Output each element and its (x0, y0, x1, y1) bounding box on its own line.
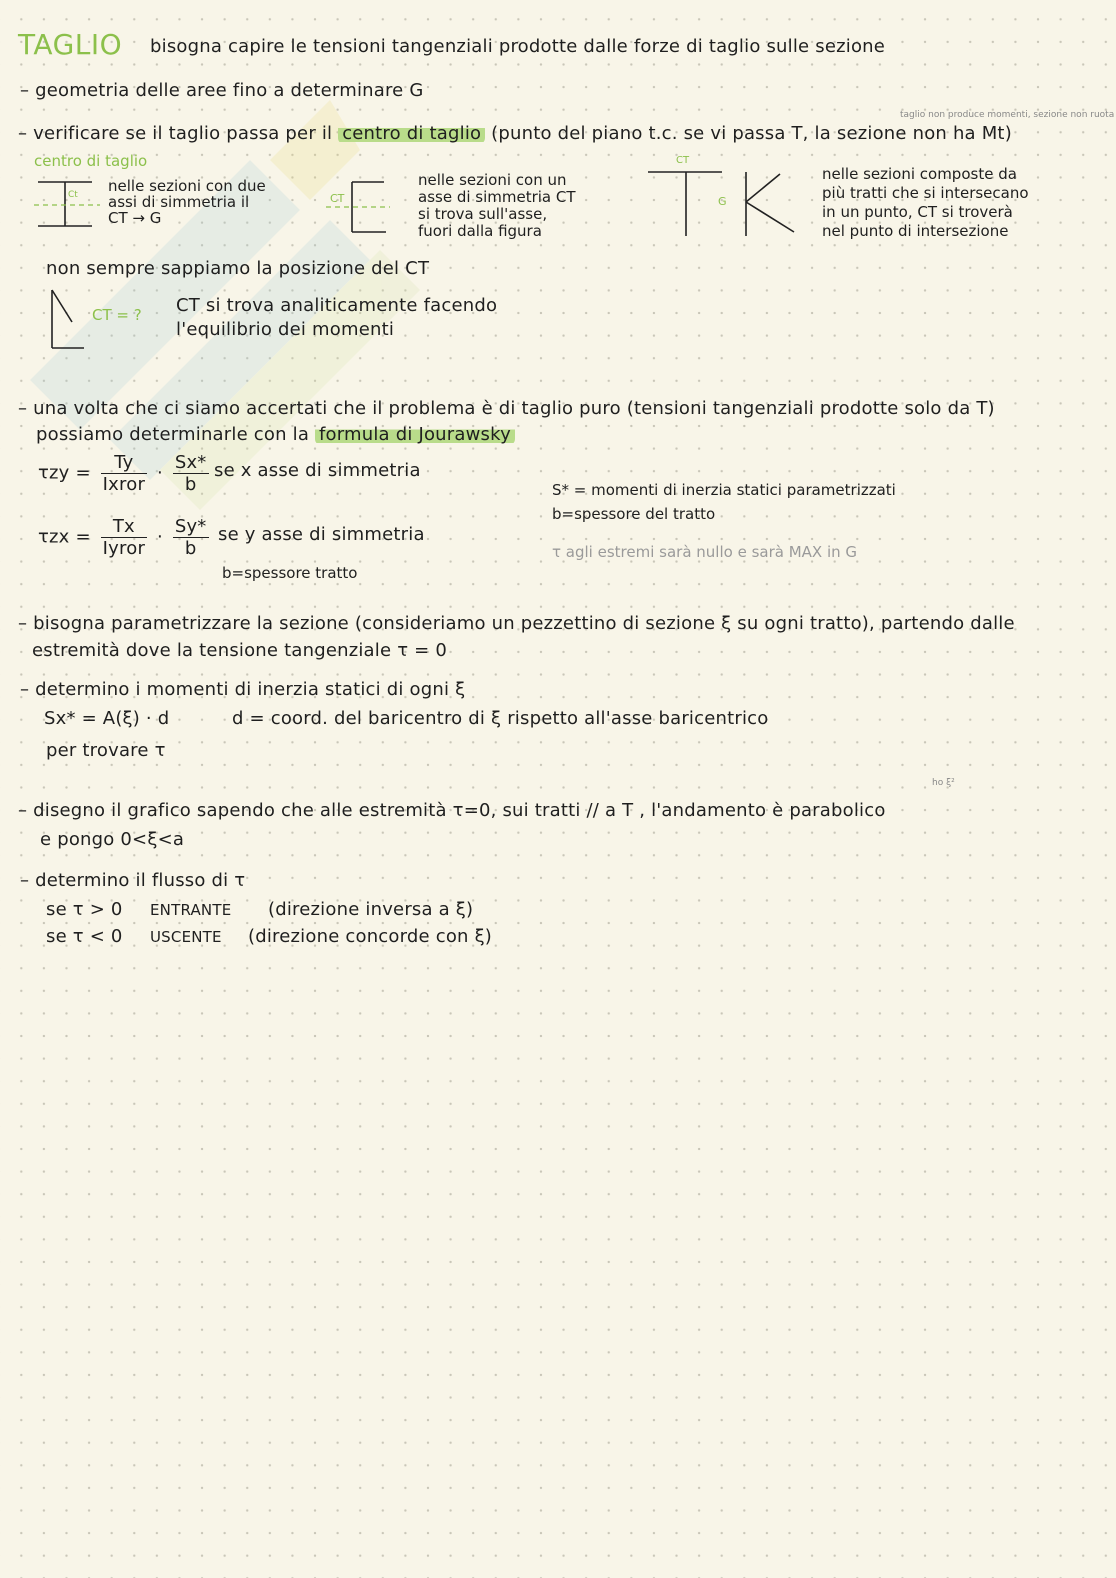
dot: · (156, 462, 163, 484)
case-composite-line: nel punto di intersezione (822, 222, 1009, 240)
numerator: Ty (101, 452, 147, 474)
find-tau-text: per trovare τ (46, 740, 166, 761)
i-beam-figure (34, 176, 104, 232)
flux-condition: se τ > 0 (46, 899, 123, 920)
ct-analytic-line: CT si trova analiticamente facendo (176, 295, 498, 316)
step-static-moments-text: determino i momenti di inerzia statici di ogni ξ (35, 679, 466, 700)
i-beam-ct-label: Ct (68, 190, 78, 200)
formula-lhs: τzy = (38, 462, 91, 484)
dot: · (156, 526, 163, 548)
step-pure-shear: – una volta che ci siamo accertati che il problema è di taglio puro (tensioni tangenziali prodotte solo da T) (18, 398, 995, 419)
denominator: Iyror (102, 538, 146, 559)
flux-description: (direzione inversa a ξ) (268, 899, 474, 920)
case-composite-line: in un punto, CT si troverà (822, 203, 1013, 221)
thickness-definition-2: b=spessore del tratto (552, 505, 716, 523)
step-pure-shear-line2 (36, 424, 515, 445)
step-graph-text: disegno il grafico sapendo che alle estremità τ=0, sui tratti // a T , l'andamento è parabolico (33, 800, 886, 821)
ct-analytic-line: l'equilibrio dei momenti (176, 319, 395, 340)
case-one-axis-line: fuori dalla figura (418, 222, 542, 240)
numerator: Tx (101, 516, 147, 538)
t-figure-ct-label: CT (676, 155, 690, 166)
step-graph: – disegno il grafico sapendo che alle estremità τ=0, sui tratti // a T , l'andamento è parabolico (18, 800, 886, 821)
fraction (101, 516, 147, 559)
c-section-ct-label: CT (330, 192, 345, 205)
formula-tau-zy-condition: se x asse di simmetria (214, 460, 421, 481)
shear-center-highlight: centro di taglio (338, 123, 485, 144)
c-section-figure (326, 180, 396, 236)
case-one-axis-line: asse di simmetria CT (418, 188, 576, 206)
fraction (173, 516, 209, 559)
formula-lhs: τzx = (38, 526, 91, 548)
flux-row (46, 926, 492, 947)
denominator: b (184, 474, 197, 495)
formula-tau-zx (38, 516, 213, 559)
step-pure-shear-text: una volta che ci siamo accertati che il problema è di taglio puro (tensioni tangenziali prodotte solo da T) (33, 398, 995, 419)
step-parametrize-text: bisogna parametrizzare la sezione (consideriamo un pezzettino di sezione ξ su ogni tratto), partendo dalle (33, 613, 1015, 634)
denominator: b (184, 538, 197, 559)
step-shear-center-pre: verificare se il taglio passa per il (33, 123, 333, 144)
case-two-axes (108, 178, 266, 226)
formula-tau-zx-condition: se y asse di simmetria (218, 524, 425, 545)
thickness-definition: b=spessore tratto (222, 564, 358, 582)
flux-label: ENTRANTE (150, 901, 232, 919)
step-parametrize-line2: estremità dove la tensione tangenziale τ = 0 (32, 640, 448, 661)
shear-center-note: taglio non produce momenti, sezione non ruota (900, 110, 1115, 120)
static-moment-formula: Sx* = A(ξ) · d (44, 708, 170, 729)
step-shear-center: – verificare se il taglio passa per il centro di taglio (punto del piano t.c. se vi passa T, la sezione non ha Mt) (18, 123, 1012, 144)
jourawsky-highlight: formula di Jourawsky (315, 424, 515, 445)
case-one-axis-line: si trova sull'asse, (418, 205, 548, 223)
case-composite-line: nelle sezioni composte da (822, 165, 1017, 183)
case-two-axes-line: CT → G (108, 209, 162, 227)
case-one-axis (418, 172, 576, 240)
step-shear-center-post: (punto del piano t.c. se vi passa T, la sezione non ha Mt) (491, 123, 1012, 144)
step-flux-text: determino il flusso di τ (35, 870, 246, 891)
flux-description: (direzione concorde con ξ) (248, 926, 493, 947)
xi-squared-note: ho ξ² (932, 778, 955, 788)
tau-extremes-note: τ agli estremi sarà nullo e sarà MAX in G (552, 543, 858, 561)
denominator: Ixror (102, 474, 146, 495)
page-title: TAGLIO (18, 28, 123, 61)
step-flux: – determino il flusso di τ (20, 870, 246, 891)
case-two-axes-line: assi di simmetria il (108, 193, 250, 211)
page-subtitle: bisogna capire le tensioni tangenziali prodotte dalle forze di taglio sulle sezione (150, 36, 886, 57)
d-definition: d = coord. del baricentro di ξ rispetto all'asse baricentrico (232, 708, 769, 729)
k-figure-g-label: G (718, 195, 727, 208)
shear-center-label: centro di taglio (34, 152, 148, 170)
case-composite (822, 165, 1029, 241)
step-geometry: – geometria delle aree fino a determinare G (20, 80, 424, 101)
flux-label: USCENTE (150, 928, 222, 946)
flux-row (46, 899, 473, 920)
step-graph-line2: e pongo 0<ξ<a (40, 829, 185, 850)
case-one-axis-line: nelle sezioni con un (418, 171, 567, 189)
static-moment-definition: S* = momenti di inerzia statici parametrizzati (552, 481, 896, 499)
step-parametrize: – bisogna parametrizzare la sezione (consideriamo un pezzettino di sezione ξ su ogni tratto), partendo dalle (18, 613, 1015, 634)
numerator: Sy* (174, 516, 207, 537)
fraction (173, 452, 209, 495)
step-pure-shear-pre: possiamo determinarle con la (36, 424, 310, 445)
ct-analytic (176, 294, 497, 342)
numerator: Sx* (174, 452, 207, 473)
not-always-text: non sempre sappiamo la posizione del CT (46, 258, 430, 279)
case-composite-line: più tratti che si intersecano (822, 184, 1029, 202)
ct-unknown-label: CT = ? (92, 306, 142, 324)
step-geometry-text: geometria delle aree fino a determinare G (35, 80, 424, 101)
case-two-axes-line: nelle sezioni con due (108, 177, 266, 195)
fraction (101, 452, 147, 495)
flux-condition: se τ < 0 (46, 926, 123, 947)
formula-tau-zy (38, 452, 213, 495)
step-static-moments: – determino i momenti di inerzia statici di ogni ξ (20, 679, 466, 700)
